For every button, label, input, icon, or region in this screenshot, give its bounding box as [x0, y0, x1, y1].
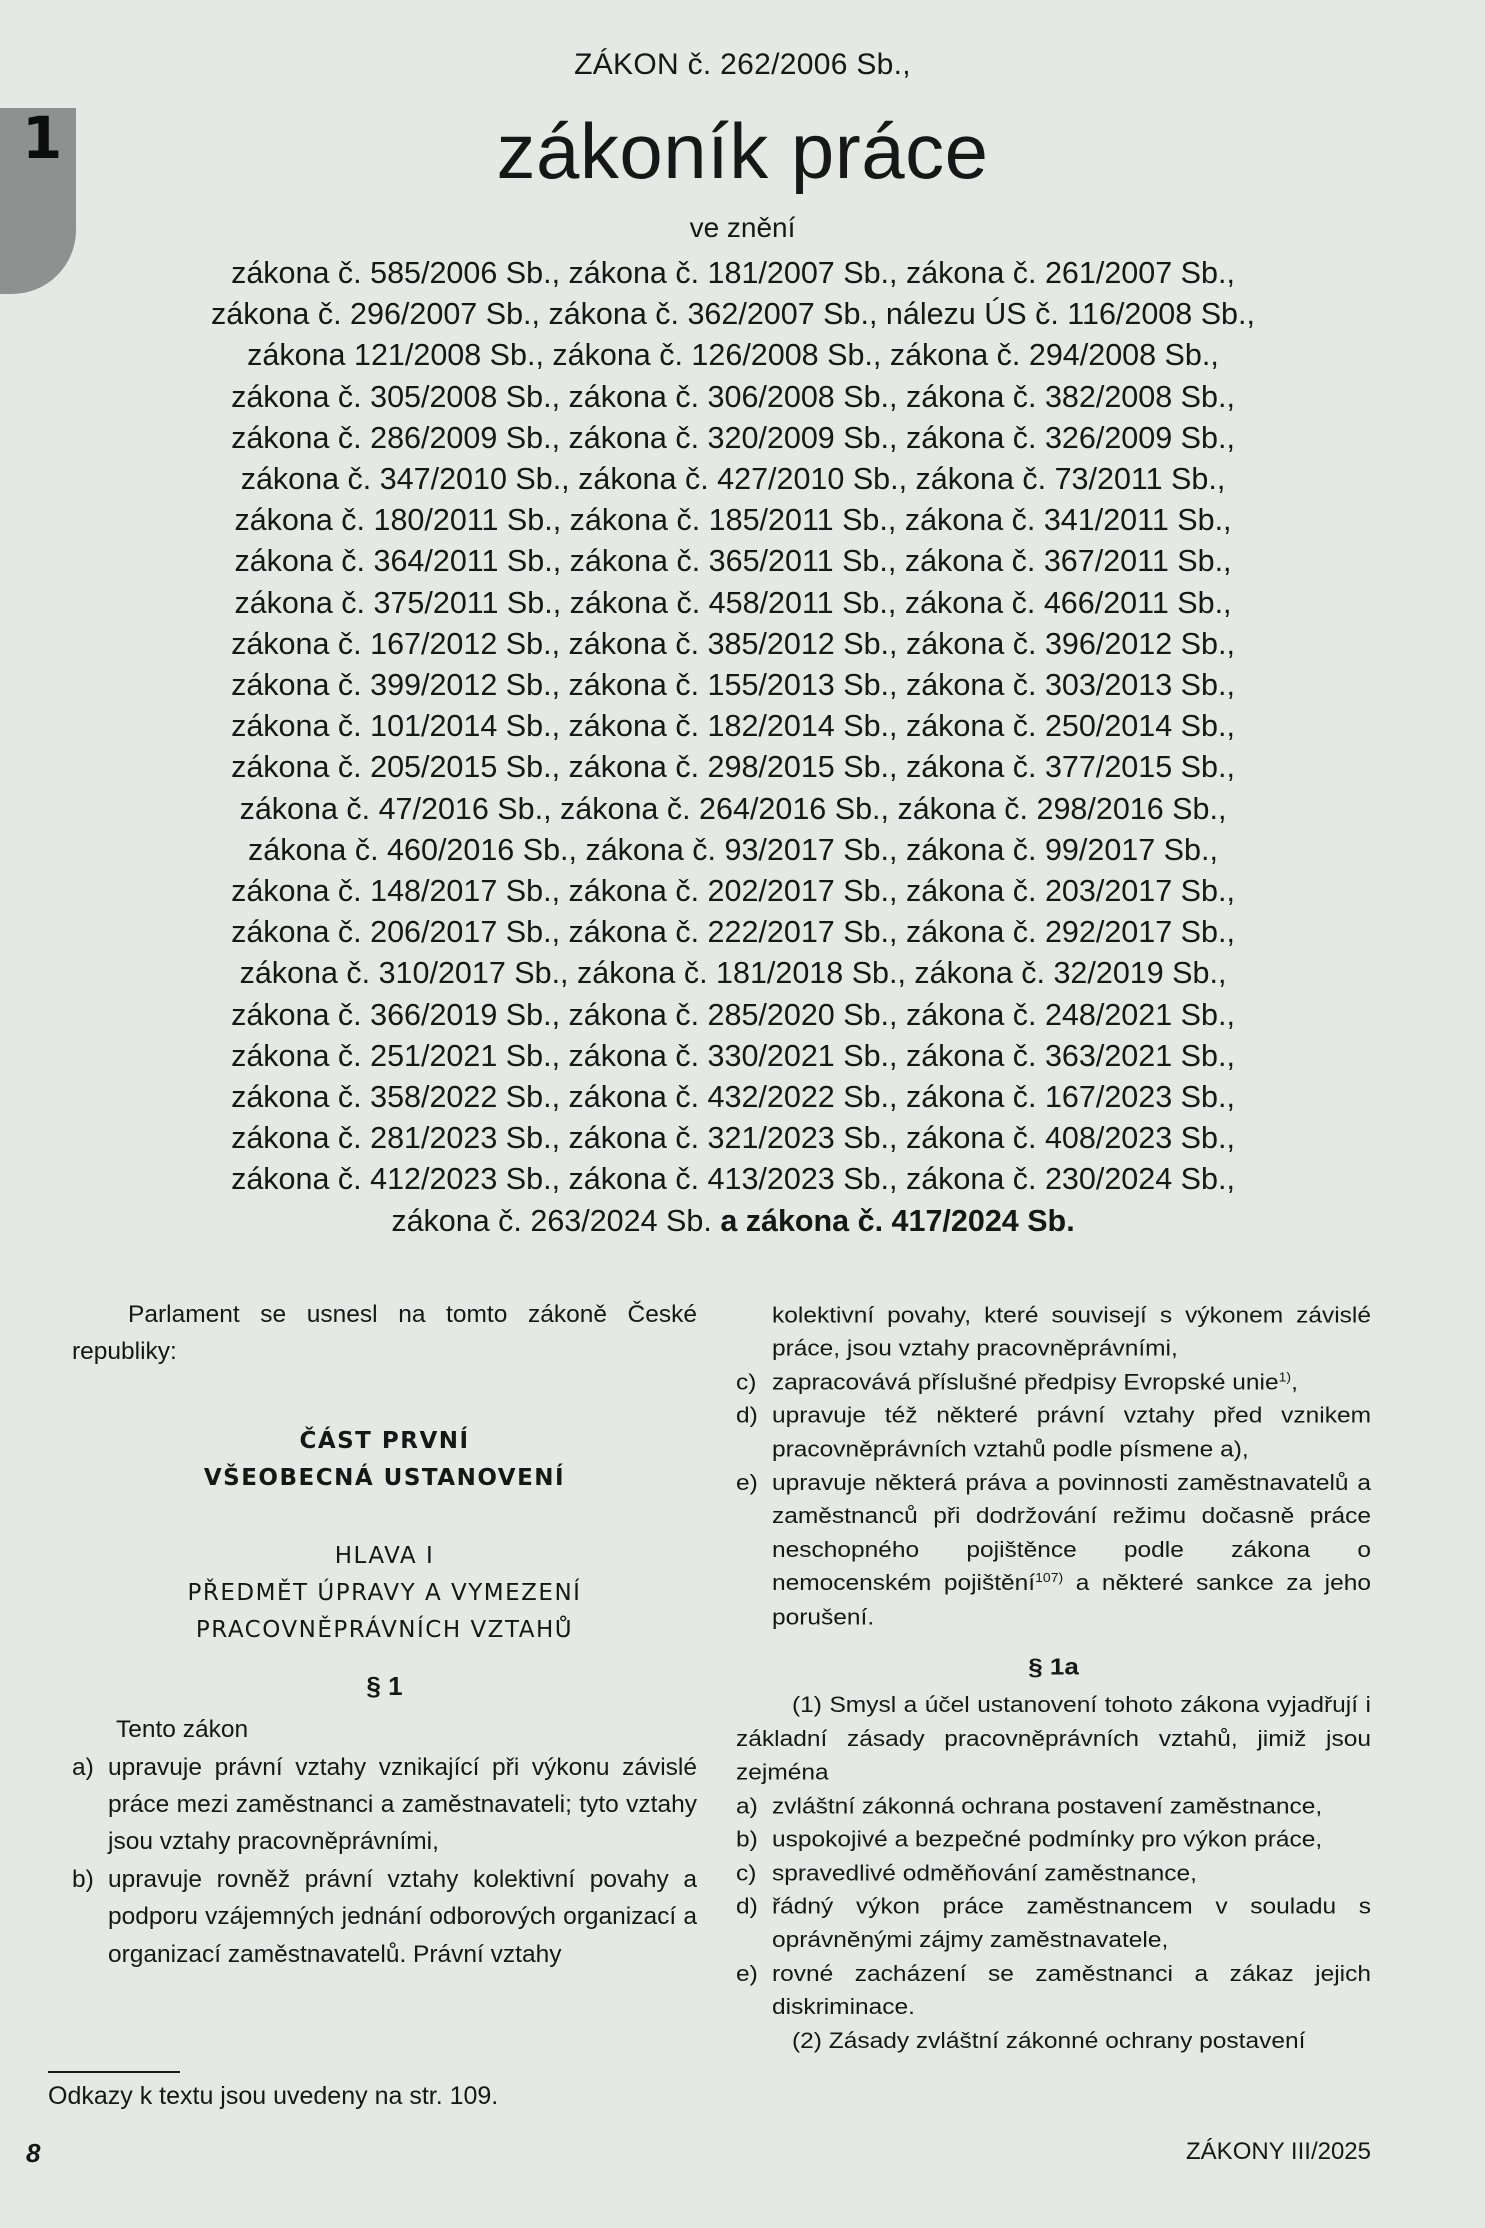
list-text: upravuje právní vztahy vznikající při výkonu závislé práce mezi zaměstnanci a zaměstnavateli; tyto vztahy jsou vztahy pracovněprávními, [108, 1753, 697, 1856]
footnote-ref: 107) [1035, 1570, 1064, 1585]
law-number: ZÁKON č. 262/2006 Sb., [574, 48, 911, 81]
amendment-line: zákona č. 296/2007 Sb., zákona č. 362/2007 Sb., nálezu ÚS č. 116/2008 Sb., [211, 297, 1255, 332]
chapter-heading: HLAVA I [334, 1542, 435, 1569]
footnote-divider [48, 2071, 180, 2073]
list-item [736, 1366, 1371, 1400]
list-item [736, 1790, 1371, 1824]
chapter-number: 1 [22, 104, 63, 172]
list-item [736, 1400, 1371, 1467]
amendment-line: zákona č. 180/2011 Sb., zákona č. 185/2011 Sb., zákona č. 341/2011 Sb., [234, 503, 1232, 538]
amendment-line: zákona č. 310/2017 Sb., zákona č. 181/2018 Sb., zákona č. 32/2019 Sb., [239, 956, 1227, 991]
list-text: řádný výkon práce zaměstnancem v souladu s oprávněnými zájmy zaměstnavatele, [772, 1894, 1371, 1953]
list-item [736, 1823, 1371, 1857]
list-marker: c) [736, 1861, 757, 1886]
as-amended-label: ve znění [689, 212, 796, 243]
section-heading: § 1 [366, 1670, 403, 1701]
list-text: upravuje též některé právní vztahy před vznikem pracovněprávních vztahů podle písmene a), [772, 1404, 1371, 1462]
section-paragraph: (1) Smysl a účel ustanovení tohoto zákona vyjadřují i základní zásady pracovněprávních vztahů, jimiž jsou zejména [736, 1693, 1371, 1785]
list-marker: d) [736, 1894, 758, 1920]
intro-text: Parlament se usnesl na tomto zákoně České republiky: [72, 1301, 697, 1366]
list-item [736, 1890, 1371, 1957]
right-column [736, 1299, 1371, 2058]
list-marker: a) [72, 1753, 94, 1781]
amendment-line: zákona č. 205/2015 Sb., zákona č. 298/2015 Sb., zákona č. 377/2015 Sb., [231, 750, 1235, 785]
list-item [72, 1749, 697, 1861]
list-item [72, 1861, 697, 1973]
amendment-line: zákona č. 167/2012 Sb., zákona č. 385/2012 Sb., zákona č. 396/2012 Sb., [231, 626, 1235, 661]
amendment-line: zákona č. 358/2022 Sb., zákona č. 432/2022 Sb., zákona č. 167/2023 Sb., [231, 1080, 1235, 1115]
amendment-line: zákona č. 286/2009 Sb., zákona č. 320/2009 Sb., zákona č. 326/2009 Sb., [231, 420, 1235, 455]
list-marker: e) [736, 1471, 758, 1496]
list-marker: d) [736, 1404, 758, 1429]
list-text: uspokojivé a bezpečné podmínky pro výkon práce, [772, 1827, 1323, 1852]
list-marker: a) [736, 1794, 758, 1819]
amendment-line-last [158, 1201, 1308, 1242]
amendment-line: zákona č. 366/2019 Sb., zákona č. 285/2020 Sb., zákona č. 248/2021 Sb., [231, 997, 1235, 1032]
list-text: zvláštní zákonná ochrana postavení zaměstnance, [772, 1794, 1323, 1819]
amendment-line: zákona 121/2008 Sb., zákona č. 126/2008 Sb., zákona č. 294/2008 Sb., [247, 338, 1219, 373]
part-subtitle: VŠEOBECNÁ USTANOVENÍ [203, 1465, 566, 1492]
amendment-line: zákona č. 305/2008 Sb., zákona č. 306/2008 Sb., zákona č. 382/2008 Sb., [231, 379, 1235, 414]
list-text: zapracovává příslušné předpisy Evropské unie$^{1)}$, [772, 1369, 1298, 1395]
amendment-line: zákona č. 148/2017 Sb., zákona č. 202/2017 Sb., zákona č. 203/2017 Sb., [231, 874, 1235, 909]
list-marker: b) [736, 1827, 758, 1852]
list-marker: b) [72, 1865, 94, 1893]
list-marker: e) [736, 1961, 758, 1987]
amendments-list [158, 253, 1308, 1242]
list-marker: c) [736, 1370, 757, 1395]
amendment-line: zákona č. 364/2011 Sb., zákona č. 365/2011 Sb., zákona č. 367/2011 Sb., [234, 544, 1232, 579]
amendment-line: zákona č. 375/2011 Sb., zákona č. 458/2011 Sb., zákona č. 466/2011 Sb., [234, 585, 1232, 620]
section-lead: Tento zákon [116, 1716, 249, 1744]
chapter-title-line: PŘEDMĚT ÚPRAVY A VYMEZENÍ [187, 1580, 582, 1607]
part-title: ČÁST PRVNÍ [299, 1427, 470, 1454]
section-heading: § 1a [1028, 1653, 1079, 1680]
list-item [736, 1857, 1371, 1891]
list-item [736, 1957, 1371, 2024]
list-item [736, 1467, 1371, 1635]
publication-series: ZÁKONY III/2025 [1186, 2138, 1371, 2165]
amendment-line: zákona č. 347/2010 Sb., zákona č. 427/2010 Sb., zákona č. 73/2011 Sb., [240, 462, 1226, 497]
list-text: upravuje některá práva a povinnosti zaměstnavatelů a zaměstnanců při dodržování režimu dočasně práce neschopného pojištěnce podle zákona o nemocenském pojištění$^{107)}$ a některé sankce za jeho porušení. [772, 1471, 1372, 1630]
page-number: 8 [26, 2138, 41, 2168]
amendment-line: zákona č. 251/2021 Sb., zákona č. 330/2021 Sb., zákona č. 363/2021 Sb., [231, 1038, 1235, 1073]
continued-text: kolektivní povahy, které souvisejí s výkonem závislé práce, jsou vztahy pracovněprávními, [772, 1303, 1371, 1362]
footnote-ref: 1) [1278, 1369, 1292, 1384]
amendment-line: zákona č. 47/2016 Sb., zákona č. 264/2016 Sb., zákona č. 298/2016 Sb., [239, 791, 1227, 826]
footnote-text: Odkazy k textu jsou uvedeny na str. 109. [48, 2082, 499, 2110]
amendment-line: zákona č. 460/2016 Sb., zákona č. 93/2017 Sb., zákona č. 99/2017 Sb., [248, 832, 1218, 867]
left-column [72, 1296, 697, 1973]
amendment-line: zákona č. 399/2012 Sb., zákona č. 155/2013 Sb., zákona č. 303/2013 Sb., [231, 668, 1235, 703]
list-text: spravedlivé odměňování zaměstnance, [772, 1861, 1197, 1886]
chapter-title-line: PRACOVNĚPRÁVNÍCH VZTAHŮ [195, 1617, 574, 1644]
amendment-line: zákona č. 585/2006 Sb., zákona č. 181/2007 Sb., zákona č. 261/2007 Sb., [231, 256, 1235, 290]
amendment-line: zákona č. 206/2017 Sb., zákona č. 222/2017 Sb., zákona č. 292/2017 Sb., [231, 915, 1235, 950]
amendment-last-bold: a zákona č. 417/2024 Sb. [720, 1203, 1075, 1238]
list-text: upravuje rovněž právní vztahy kolektivní povahy a podporu vzájemných jednání odborových organizací a organizací zaměstnavatelů. Právní vztahy [108, 1865, 697, 1968]
amendment-line: zákona č. 412/2023 Sb., zákona č. 413/2023 Sb., zákona č. 230/2024 Sb., [231, 1162, 1235, 1197]
amendment-line: zákona č. 281/2023 Sb., zákona č. 321/2023 Sb., zákona č. 408/2023 Sb., [231, 1121, 1235, 1156]
law-title: zákoník práce [496, 107, 989, 195]
section-paragraph: (2) Zásady zvláštní zákonné ochrany postavení [792, 2028, 1306, 2054]
amendment-line: zákona č. 101/2014 Sb., zákona č. 182/2014 Sb., zákona č. 250/2014 Sb., [231, 709, 1235, 744]
amendment-last-normal: zákona č. 263/2024 Sb. [391, 1203, 712, 1238]
list-text: rovné zacházení se zaměstnanci a zákaz jejich diskriminace. [772, 1961, 1371, 2020]
